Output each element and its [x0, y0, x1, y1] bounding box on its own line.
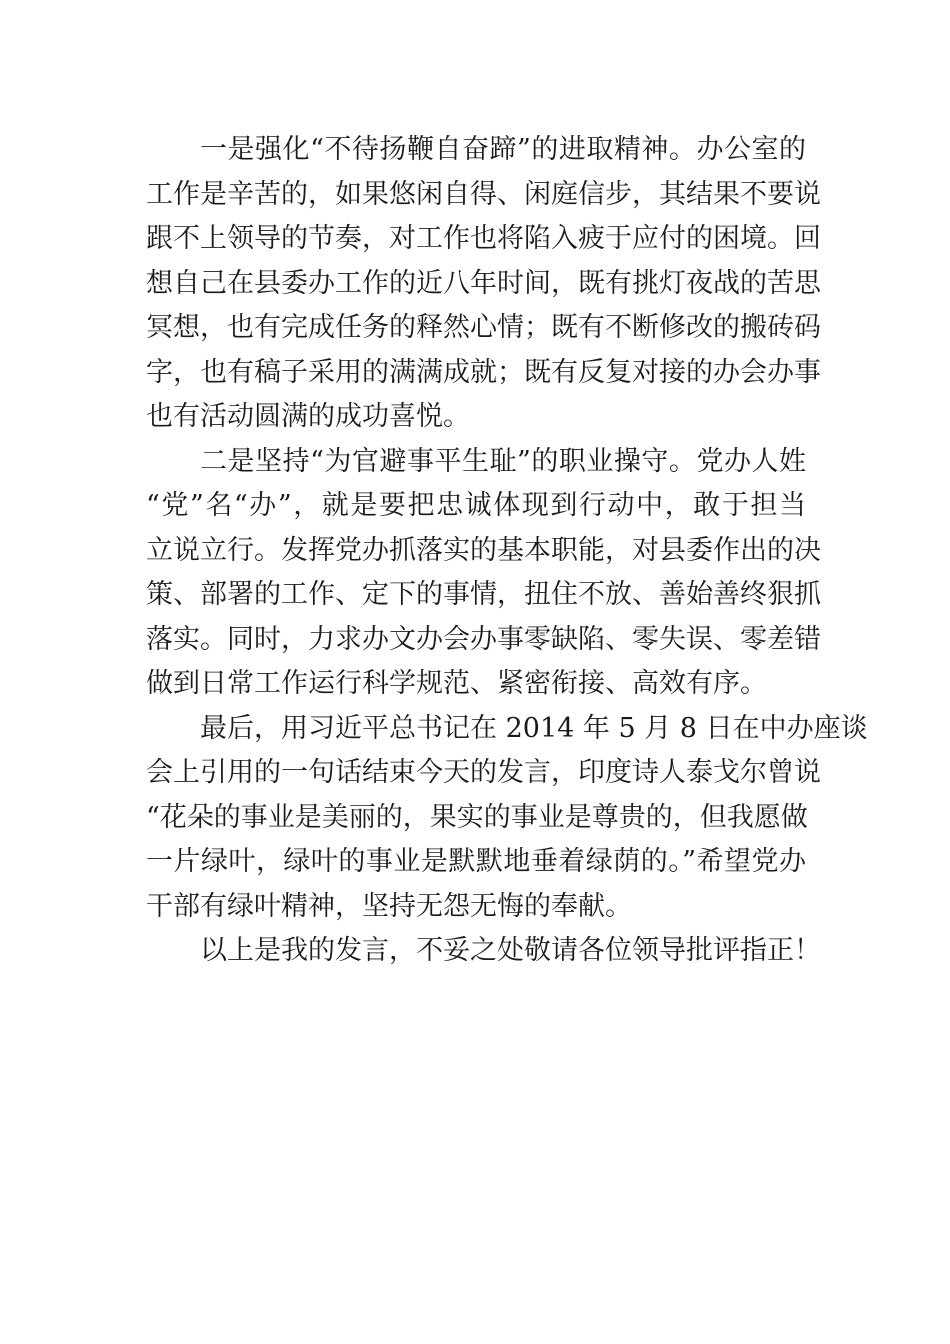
paragraph-line: 二是坚持“为官避事平生耻”的职业操守。党办人姓: [200, 445, 806, 477]
paragraph-line: 也有活动圆满的成功喜悦。: [146, 401, 470, 432]
paragraph-1: [146, 128, 821, 440]
paragraph-line: 冥想，也有完成任务的释然心情；既有不断修改的搬砖码: [146, 312, 821, 343]
paragraph-line: “花朵的事业是美丽的，果实的事业是尊贵的，但我愿做: [146, 801, 808, 833]
paragraph-line: 跟不上领导的节奏，对工作也将陷入疲于应付的困境。回: [146, 223, 821, 254]
document-body: [146, 128, 868, 974]
paragraph-line: 想自己在县委办工作的近八年时间，既有挑灯夜战的苦思: [146, 267, 821, 299]
paragraph-3: [146, 707, 868, 930]
paragraph-line: 字，也有稿子采用的满满成就；既有反复对接的办会办事: [146, 356, 821, 388]
paragraph-line: 一是强化“不待扬鞭自奋蹄”的进取精神。办公室的: [200, 134, 806, 165]
paragraph-line: 立说立行。发挥党办抓落实的基本职能，对县委作出的决: [146, 534, 821, 566]
paragraph-line: 落实。同时，力求办文办会办事零缺陷、零失误、零差错: [146, 623, 821, 655]
paragraph-line: 做到日常工作运行科学规范、紧密衔接、高效有序。: [146, 668, 767, 699]
paragraph-line: 一片绿叶，绿叶的事业是默默地垂着绿荫的。”希望党办: [146, 846, 806, 877]
paragraph-line: “党”名“办”，就是要把忠诚体现到行动中，敢于担当: [146, 490, 806, 521]
paragraph-2: [146, 440, 821, 707]
paragraph-line: 干部有绿叶精神，坚持无怨无悔的奉献。: [146, 890, 632, 922]
paragraph-line: 工作是辛苦的，如果悠闲自得、闲庭信步，其结果不要说: [146, 178, 821, 210]
paragraph-line: 以上是我的发言，不妥之处敬请各位领导批评指正！: [200, 935, 821, 966]
paragraph-4: [146, 929, 821, 974]
paragraph-line: 策、部署的工作、定下的事情，扭住不放、善始善终狠抓: [146, 579, 821, 610]
paragraph-line: 最后，用习近平总书记在 2014 年 5 月 8 日在中办座谈: [200, 712, 868, 744]
paragraph-line: 会上引用的一句话结束今天的发言，印度诗人泰戈尔曾说: [146, 757, 821, 788]
